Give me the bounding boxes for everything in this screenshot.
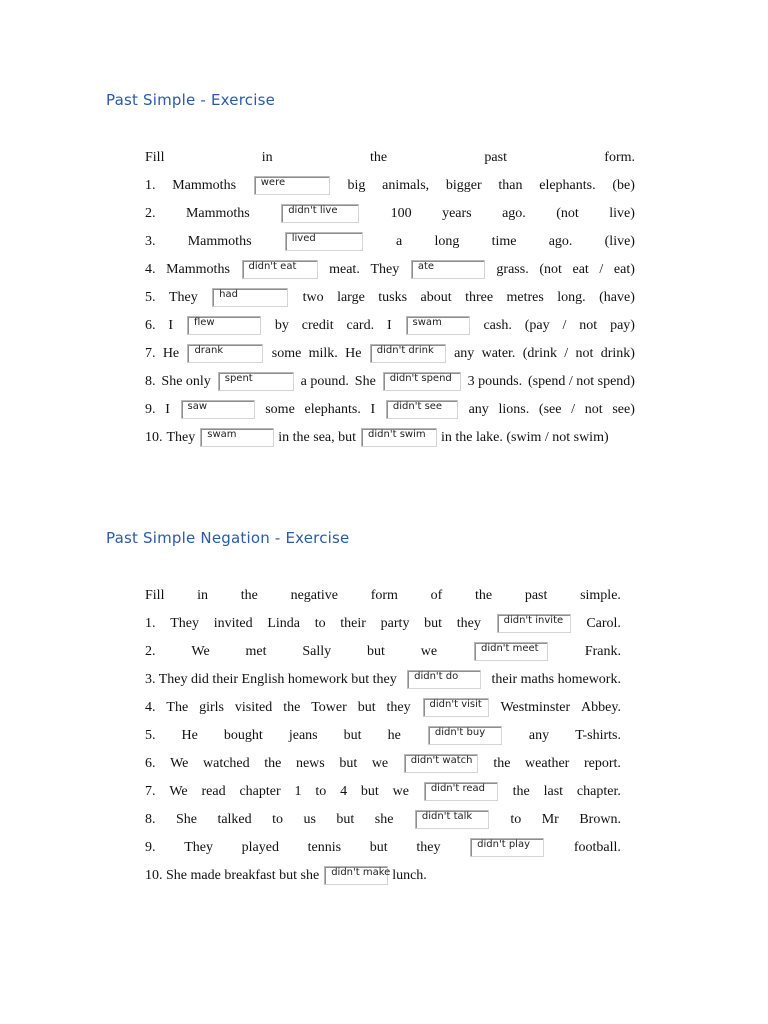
- answer-text: flew: [193, 317, 215, 328]
- item-word: they: [386, 700, 411, 715]
- item-word: to: [314, 616, 326, 631]
- item-word: 7.: [145, 784, 156, 799]
- item-word: to: [510, 812, 522, 827]
- answer-text: spent: [224, 373, 253, 384]
- item-word: tennis: [307, 840, 342, 855]
- item-word: Mammoths: [185, 206, 250, 221]
- item-word: talked: [217, 812, 252, 827]
- item-word: in the lake. (swim / not swim): [441, 430, 609, 445]
- item-word: not: [575, 346, 594, 361]
- item-word: read: [201, 784, 226, 799]
- item-word: milk.: [308, 346, 338, 361]
- answer-input[interactable]: [424, 782, 498, 801]
- item-word: we: [371, 756, 389, 771]
- item-word: but: [343, 728, 362, 743]
- item-word: 4.: [145, 262, 156, 277]
- item-word: (not: [539, 262, 562, 277]
- item-word: long.: [557, 290, 586, 305]
- item-word: We: [191, 644, 210, 659]
- answer-input[interactable]: [281, 204, 359, 223]
- item-word: /: [599, 262, 604, 277]
- item-word: Frank.: [584, 644, 621, 659]
- answer-text: didn't live: [288, 205, 338, 216]
- answer-text: didn't spend: [389, 373, 452, 384]
- item-word: I: [370, 402, 376, 417]
- item-word: drink): [600, 346, 635, 361]
- item-word: see): [612, 402, 635, 417]
- item-word: (pay: [524, 318, 550, 333]
- exercise-item: [145, 809, 621, 829]
- instruction-word: past: [524, 588, 548, 603]
- instruction-word: form.: [604, 150, 635, 165]
- exercise-item: [145, 725, 621, 745]
- item-word: He: [181, 728, 198, 743]
- section-1-title: Past Simple - Exercise: [106, 91, 276, 109]
- item-word: /: [562, 318, 567, 333]
- exercise-item: [145, 669, 621, 689]
- item-word: years: [442, 206, 472, 221]
- item-word: They: [370, 262, 400, 277]
- item-word: any: [468, 402, 489, 417]
- item-word: Mammoths: [187, 234, 252, 249]
- answer-text: ate: [417, 261, 435, 272]
- instruction-word: of: [430, 588, 443, 603]
- answer-text: didn't drink: [376, 345, 434, 356]
- item-word: Abbey.: [581, 700, 621, 715]
- answer-input[interactable]: [415, 810, 489, 829]
- item-word: not: [584, 402, 603, 417]
- answer-input[interactable]: [497, 614, 571, 633]
- answer-text: didn't watch: [410, 755, 473, 766]
- item-word: water.: [481, 346, 516, 361]
- exercise-item: [145, 781, 621, 801]
- item-word: by: [274, 318, 289, 333]
- exercise-item: [145, 837, 621, 857]
- item-word: animals,: [382, 178, 430, 193]
- answer-input[interactable]: [218, 372, 294, 391]
- item-word: football.: [573, 840, 621, 855]
- item-word: cash.: [483, 318, 512, 333]
- item-word: visited: [234, 700, 273, 715]
- item-word: jeans: [288, 728, 318, 743]
- item-word: a: [395, 234, 403, 249]
- item-word: Sally: [302, 644, 332, 659]
- item-word: a pound.: [300, 374, 349, 389]
- instruction-word: form: [370, 588, 398, 603]
- item-word: last: [543, 784, 564, 799]
- instruction-word: past: [484, 150, 507, 165]
- answer-input[interactable]: [406, 316, 470, 335]
- item-word: /: [564, 346, 569, 361]
- item-word: us: [303, 812, 316, 827]
- answer-input[interactable]: [242, 260, 318, 279]
- item-word: 1.: [145, 616, 156, 631]
- exercise-item: [145, 231, 635, 251]
- answer-input[interactable]: [423, 698, 489, 717]
- item-word: Brown.: [579, 812, 621, 827]
- item-word: (spend / not spend): [528, 374, 635, 389]
- exercise-item: [145, 641, 621, 661]
- answer-input[interactable]: [474, 642, 548, 661]
- answer-input[interactable]: [470, 838, 544, 857]
- item-word: chapter.: [576, 784, 621, 799]
- item-word: but: [360, 784, 379, 799]
- item-word: the: [512, 784, 530, 799]
- item-word: (not: [556, 206, 579, 221]
- item-word: watched: [203, 756, 250, 771]
- exercise-item: [145, 315, 635, 335]
- exercise-item: [145, 399, 635, 419]
- answer-input[interactable]: [324, 866, 391, 885]
- item-word: We: [170, 756, 189, 771]
- item-word: the: [283, 700, 301, 715]
- item-word: eat): [613, 262, 635, 277]
- item-word: lunch.: [392, 868, 427, 883]
- item-word: the: [264, 756, 282, 771]
- answer-input[interactable]: [383, 372, 461, 391]
- answer-text: didn't talk: [421, 811, 473, 822]
- item-word: metres: [506, 290, 544, 305]
- item-word: two: [302, 290, 324, 305]
- item-word: met: [245, 644, 267, 659]
- item-word: weather: [525, 756, 570, 771]
- item-word: their maths homework.: [491, 672, 621, 687]
- instruction-word: negative: [290, 588, 338, 603]
- item-word: their: [340, 616, 366, 631]
- item-word: (live): [604, 234, 635, 249]
- item-word: in the sea, but: [278, 430, 357, 445]
- item-word: Mammoths: [172, 178, 237, 193]
- item-word: 2.: [145, 206, 156, 221]
- item-word: but: [424, 616, 443, 631]
- item-word: bought: [223, 728, 263, 743]
- item-word: news: [295, 756, 325, 771]
- item-word: /: [571, 402, 576, 417]
- item-word: long: [434, 234, 460, 249]
- answer-input[interactable]: [407, 670, 481, 689]
- item-word: Mr: [541, 812, 559, 827]
- answer-input[interactable]: [187, 344, 263, 363]
- item-word: I: [165, 402, 170, 417]
- item-word: They: [170, 616, 199, 631]
- item-word: but: [369, 840, 388, 855]
- instruction-word: the: [240, 588, 258, 603]
- item-word: report.: [583, 756, 621, 771]
- item-word: He: [162, 346, 180, 361]
- exercise-item: [145, 259, 635, 279]
- item-word: party: [380, 616, 410, 631]
- item-word: card.: [346, 318, 375, 333]
- answer-text: didn't do: [414, 671, 459, 682]
- item-word: tusks: [378, 290, 408, 305]
- item-word: they: [416, 840, 441, 855]
- answer-input[interactable]: [200, 428, 274, 447]
- item-word: big: [347, 178, 366, 193]
- item-word: we: [420, 644, 438, 659]
- instruction-word: simple.: [580, 588, 621, 603]
- item-word: any: [454, 346, 475, 361]
- item-word: they: [456, 616, 481, 631]
- item-word: than: [498, 178, 523, 193]
- answer-input[interactable]: [285, 232, 363, 251]
- instruction-word: Fill: [145, 588, 165, 603]
- item-word: but: [336, 812, 355, 827]
- answer-input[interactable]: [181, 400, 255, 419]
- item-word: Mammoths: [166, 262, 230, 277]
- item-word: some: [271, 346, 302, 361]
- item-word: Carol.: [586, 616, 621, 631]
- item-word: invited: [213, 616, 253, 631]
- item-word: some: [265, 402, 295, 417]
- answer-input[interactable]: [187, 316, 261, 335]
- answer-text: lived: [291, 233, 316, 244]
- answer-text: didn't invite: [503, 615, 564, 626]
- instruction-word: in: [197, 588, 209, 603]
- item-word: 5.: [145, 290, 156, 305]
- item-word: ago.: [502, 206, 526, 221]
- answer-text: didn't buy: [434, 727, 486, 738]
- item-word: I: [168, 318, 174, 333]
- answer-input[interactable]: [386, 400, 458, 419]
- item-word: 8.: [145, 374, 156, 389]
- instruction-word: in: [261, 150, 273, 165]
- item-word: he: [387, 728, 401, 743]
- item-word: He: [345, 346, 362, 361]
- exercise-item: [145, 203, 635, 223]
- exercise-item: [145, 697, 621, 717]
- item-word: elephants.: [304, 402, 361, 417]
- answer-input[interactable]: [428, 726, 502, 745]
- item-word: (have): [599, 290, 635, 305]
- exercise-item: [145, 343, 635, 363]
- item-word: She: [354, 374, 376, 389]
- item-word: not: [579, 318, 598, 333]
- section-2-title: Past Simple Negation - Exercise: [106, 529, 350, 547]
- instruction-word: the: [369, 150, 388, 165]
- item-word: ago.: [548, 234, 573, 249]
- answer-input[interactable]: [411, 260, 485, 279]
- item-word: she: [374, 812, 394, 827]
- item-word: about: [420, 290, 452, 305]
- item-word: meat.: [329, 262, 360, 277]
- answer-text: drank: [194, 345, 224, 356]
- item-word: bigger: [445, 178, 482, 193]
- item-word: 9.: [145, 402, 156, 417]
- item-word: 9.: [145, 840, 156, 855]
- item-word: 3 pounds.: [467, 374, 523, 389]
- item-word: (be): [612, 178, 635, 193]
- item-word: lions.: [498, 402, 530, 417]
- item-word: played: [241, 840, 279, 855]
- item-word: we: [392, 784, 409, 799]
- item-word: 8.: [145, 812, 156, 827]
- item-word: the: [493, 756, 511, 771]
- answer-text: didn't eat: [248, 261, 297, 272]
- item-word: girls: [199, 700, 224, 715]
- answer-text: didn't play: [477, 839, 531, 850]
- item-word: large: [337, 290, 365, 305]
- answer-input[interactable]: [404, 754, 478, 773]
- item-word: 10.: [145, 430, 163, 445]
- item-word: We: [169, 784, 188, 799]
- answer-text: didn't read: [430, 783, 485, 794]
- item-word: She: [175, 812, 197, 827]
- answer-input[interactable]: [212, 288, 288, 307]
- item-word: They: [166, 430, 196, 445]
- item-word: Westminster: [500, 700, 571, 715]
- item-word: time: [491, 234, 517, 249]
- answer-text: had: [219, 289, 238, 300]
- item-word: 5.: [145, 728, 156, 743]
- item-word: Tower: [311, 700, 347, 715]
- item-word: 3.: [145, 234, 156, 249]
- exercise-item: [145, 865, 621, 885]
- item-word: I: [386, 318, 392, 333]
- item-word: eat: [572, 262, 589, 277]
- exercise-item: [145, 613, 621, 633]
- item-word: She only: [161, 374, 211, 389]
- answer-text: didn't see: [392, 401, 443, 412]
- instruction-word: the: [475, 588, 493, 603]
- exercise-item: [145, 753, 621, 773]
- item-word: but: [357, 700, 376, 715]
- item-word: credit: [301, 318, 334, 333]
- item-word: but: [367, 644, 385, 659]
- exercise-item: [145, 371, 635, 391]
- item-word: chapter: [239, 784, 281, 799]
- item-word: any: [528, 728, 550, 743]
- answer-text: saw: [187, 401, 208, 412]
- item-word: 10. She made breakfast but she: [145, 868, 320, 883]
- item-word: 7.: [145, 346, 156, 361]
- item-word: to: [272, 812, 284, 827]
- instruction: [145, 585, 621, 605]
- item-word: 1: [294, 784, 302, 799]
- item-word: 2.: [145, 644, 156, 659]
- item-word: pay): [610, 318, 635, 333]
- item-word: 100: [390, 206, 412, 221]
- item-word: T-shirts.: [575, 728, 621, 743]
- answer-text: were: [260, 177, 286, 188]
- item-word: Linda: [267, 616, 300, 631]
- item-word: They: [168, 290, 198, 305]
- exercise-item: [145, 427, 635, 447]
- instruction-word: Fill: [145, 150, 165, 165]
- answer-input[interactable]: [254, 176, 330, 195]
- answer-text: didn't make: [331, 867, 391, 878]
- answer-text: swam: [412, 317, 442, 328]
- item-word: 4: [340, 784, 348, 799]
- item-word: but: [339, 756, 358, 771]
- item-word: 4.: [145, 700, 156, 715]
- instruction: [145, 147, 635, 167]
- answer-text: didn't swim: [368, 429, 426, 440]
- item-word: (see: [538, 402, 562, 417]
- item-word: 6.: [145, 756, 156, 771]
- item-word: (drink: [522, 346, 557, 361]
- item-word: three: [465, 290, 494, 305]
- item-word: to: [315, 784, 327, 799]
- item-word: live): [609, 206, 635, 221]
- item-word: elephants.: [539, 178, 596, 193]
- answer-input[interactable]: [361, 428, 437, 447]
- answer-text: didn't visit: [429, 699, 482, 710]
- exercise-item: [145, 175, 635, 195]
- answer-text: didn't meet: [480, 643, 539, 654]
- item-word: 1.: [145, 178, 156, 193]
- answer-input[interactable]: [370, 344, 446, 363]
- item-word: grass.: [496, 262, 529, 277]
- item-word: 3. They did their English homework but they: [145, 672, 397, 687]
- answer-text: swam: [207, 429, 237, 440]
- exercise-item: [145, 287, 635, 307]
- item-word: They: [184, 840, 213, 855]
- item-word: The: [166, 700, 189, 715]
- item-word: 6.: [145, 318, 156, 333]
